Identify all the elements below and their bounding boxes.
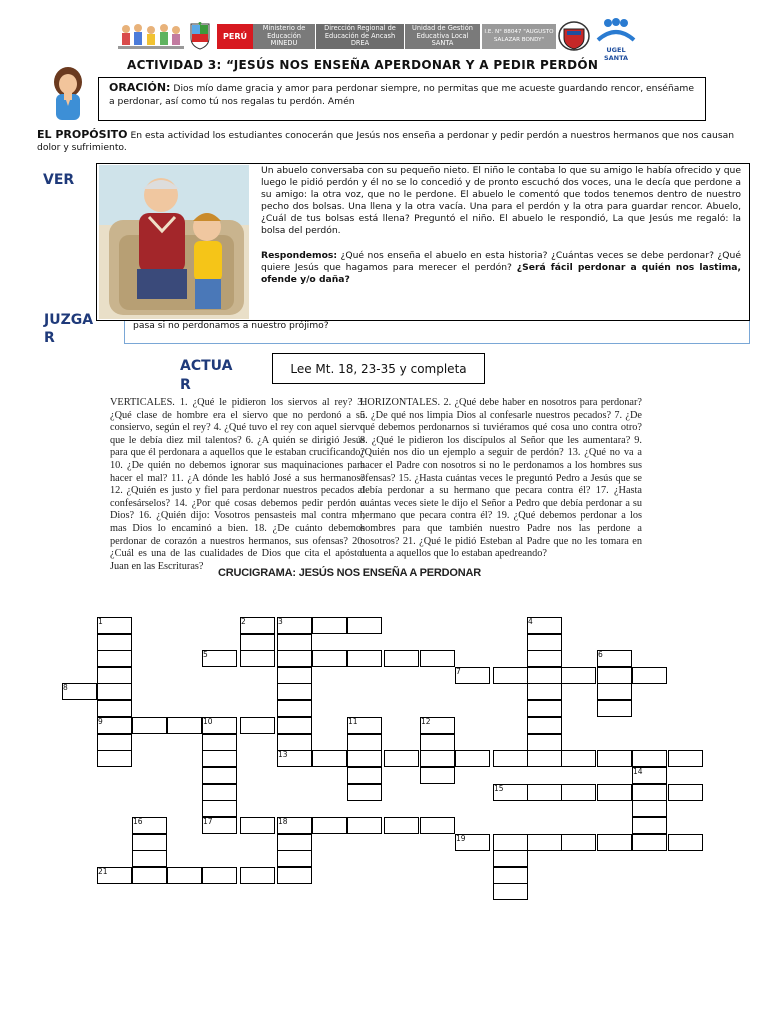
children-illustration <box>118 20 184 52</box>
questions <box>261 250 741 286</box>
minedu-label: Ministerio de Educación MINEDU <box>253 24 315 49</box>
respondemos-bold: ¿Será fácil perdonar a quién nos lastima, ofende y/o daña? <box>261 262 741 285</box>
crossword-cell[interactable] <box>202 784 237 801</box>
crossword-cell[interactable] <box>277 850 312 867</box>
crossword-cell[interactable] <box>132 867 167 884</box>
crossword-number: 19 <box>456 834 466 843</box>
crossword-number: 10 <box>203 717 213 726</box>
ugel-logo-text: UGEL SANTA <box>603 46 629 62</box>
crossword-cell[interactable] <box>384 817 419 834</box>
actuar-label: ACTUA R <box>180 358 233 393</box>
crossword-cell[interactable] <box>384 650 419 667</box>
peru-label: PERÚ <box>217 24 253 49</box>
crossword-number: 4 <box>528 617 533 626</box>
crossword-number: 13 <box>278 750 288 759</box>
ugel-logo <box>594 18 638 62</box>
crossword-cell[interactable] <box>240 634 275 651</box>
crossword-cell[interactable] <box>561 784 596 801</box>
crossword-cell[interactable] <box>420 734 455 751</box>
purpose-label: EL PROPÓSITO <box>37 128 128 141</box>
crossword-cell[interactable] <box>277 667 312 684</box>
crossword-cell[interactable] <box>493 750 528 767</box>
crossword-cell[interactable] <box>240 867 275 884</box>
respondemos-label: Respondemos: <box>261 250 338 261</box>
crossword-cell[interactable] <box>597 667 632 684</box>
crossword-cell[interactable] <box>347 650 382 667</box>
crossword-cell[interactable] <box>347 767 382 784</box>
crossword-number: 11 <box>348 717 358 726</box>
crossword-cell[interactable] <box>202 734 237 751</box>
crossword-cell[interactable] <box>527 734 562 751</box>
crossword-cell[interactable] <box>668 834 703 851</box>
crossword-cell[interactable] <box>420 817 455 834</box>
crossword-number: 9 <box>98 717 103 726</box>
crossword-cell[interactable] <box>527 717 562 734</box>
crossword-cell[interactable] <box>132 834 167 851</box>
crossword-cell[interactable] <box>202 800 237 817</box>
crossword-cell[interactable] <box>97 667 132 684</box>
crossword-cell[interactable] <box>632 784 667 801</box>
crossword-cell[interactable] <box>347 817 382 834</box>
crossword-number: 3 <box>278 617 283 626</box>
crossword-cell[interactable] <box>312 817 347 834</box>
crossword-cell[interactable] <box>493 850 528 867</box>
crossword-number: 21 <box>98 867 108 876</box>
crossword-cell[interactable] <box>527 650 562 667</box>
juzgar-box <box>124 320 750 344</box>
crossword-cell[interactable] <box>632 750 667 767</box>
ver-label: VER <box>43 172 75 188</box>
crossword-cell[interactable] <box>597 834 632 851</box>
crossword-cell[interactable] <box>347 750 382 767</box>
prayer-text: Dios mío dame gracia y amor para perdonar siempre, no permitas que me acueste guardando rencor, enséñame a perdonar, así como tú nos regalas tu perdón. Amén <box>109 83 695 107</box>
crossword-cell[interactable] <box>97 650 132 667</box>
crossword-cell[interactable] <box>597 700 632 717</box>
crossword-cell[interactable] <box>632 834 667 851</box>
crossword-cell[interactable] <box>347 617 382 634</box>
crossword-number: 7 <box>456 667 461 676</box>
crossword-cell[interactable] <box>493 834 528 851</box>
crossword-cell[interactable] <box>527 834 562 851</box>
activity-title: ACTIVIDAD 3: “JESÚS NOS ENSEÑA APERDONAR Y A PEDIR PERDÓN <box>127 58 599 72</box>
crossword-cell[interactable] <box>97 700 132 717</box>
grandfather-grandson-illustration <box>99 165 249 319</box>
crossword-cell[interactable] <box>597 750 632 767</box>
crossword-cell[interactable] <box>202 867 237 884</box>
vertical-clues: VERTICALES. 1. ¿Qué le pidieron los siervos al rey? 3. ¿Qué clase de hombre era el siervo que no perdonó a su consiervo, según el rey? 4. ¿Qué tuvo el rey con aquel siervo que le debía diez mil talentos? 6. ¿A quién se dirigió Jesús para que él perdonara a aquellos que le estaban crucificando? 10. ¿De quién no debemos ignorar sus maquinaciones para hacer el mal? 11. ¿A dónde les habló José a sus hermanos? 12. ¿Quién es justo y fiel para perdonar nuestros pecados al confesárselos? 14. ¿Por qué cosas debemos pedir perdón a Dios? 16. ¿Quién dijo: Vosotros pensasteis mal contra mí, mas Dios lo encaminó a bien. 18. ¿De cuánto debemos perdonar de corazón a nuestros hermanos, sus ofensas? 20. ¿Cuál es una de las cualidades de Dios que cita el apóstol Juan en las Escrituras? <box>110 397 365 572</box>
ugel-people-icon <box>594 18 638 42</box>
crossword-cell[interactable] <box>277 700 312 717</box>
horizontal-clues: HORIZONTALES. 2. ¿Qué debe haber en nosotros para perdonar? 5. ¿De qué nos limpia Dios al confesarle nuestros pecados? 7. ¿De qué debemos perdonarnos si tuviéramos qué cosa uno contra otro? 8. ¿Qué le pidieron los discípulos al Señor que les aumentara? 9. ¿Quién nos dio un ejemplo a seguir de perdón? 13. ¿Qué no va a hacer el Padre con nosotros si no le perdonamos a los hombres sus ofensas? 15. ¿Hasta cuántas veces le preguntó Pedro a Jesús que se debía perdonar a su hermano que pecara contra él? 17. ¿Hasta cuántas veces siete le dijo el Señor a Pedro que debía perdonar a su hermano que pecara contra él? 19. ¿Qué debemos perdonar a los hombres para que también nuestro Padre nos las perdone a nosotros? 21. ¿Qué le pidió Esteban al Padre que no les tomara en cuenta a aquellos que lo estaban apedreando? <box>360 397 642 560</box>
read-instruction-box <box>272 353 485 384</box>
school-label: I.E. N° 88047 "AUGUSTO SALAZAR BONDY" <box>482 24 556 49</box>
school-emblem-icon <box>558 21 590 51</box>
purpose-text: En esta actividad los estudiantes conocerán que Jesús nos enseña a perdonar y pedir perdón a nuestros hermanos que nos causan dolor y sufrimiento. <box>37 130 735 153</box>
crossword-cell[interactable] <box>561 834 596 851</box>
crossword-cell[interactable] <box>167 867 202 884</box>
crossword-cell[interactable] <box>455 750 490 767</box>
crossword-cell[interactable] <box>277 717 312 734</box>
crossword-cell[interactable] <box>240 717 275 734</box>
crossword-number: 2 <box>241 617 246 626</box>
prayer-label: ORACIÓN: <box>109 81 171 94</box>
crossword-cell[interactable] <box>527 634 562 651</box>
crossword-number: 1 <box>98 617 103 626</box>
crossword-cell[interactable] <box>420 650 455 667</box>
crossword-cell[interactable] <box>312 750 347 767</box>
respondemos-text: ¿Qué nos enseña el abuelo en esta historia? ¿Cuántas veces se debe perdonar? ¿Qué quiere Jesús que hagamos para merecer el perdón? <box>261 250 741 273</box>
crossword-number: 12 <box>421 717 431 726</box>
juzgar-label: JUZGA R <box>44 312 94 346</box>
crossword-title: CRUCIGRAMA: JESÚS NOS ENSEÑA A PERDONAR <box>218 567 481 579</box>
crossword-cell[interactable] <box>312 617 347 634</box>
crossword-cell[interactable] <box>668 784 703 801</box>
crossword-cell[interactable] <box>167 717 202 734</box>
crossword-cell[interactable] <box>597 683 632 700</box>
crossword-cell[interactable] <box>420 767 455 784</box>
crossword-cell[interactable] <box>632 800 667 817</box>
crossword-cell[interactable] <box>527 750 562 767</box>
crossword-cell[interactable] <box>312 650 347 667</box>
crossword-cell[interactable] <box>277 734 312 751</box>
crossword-cell[interactable] <box>527 683 562 700</box>
crossword-cell[interactable] <box>277 634 312 651</box>
crossword-cell[interactable] <box>97 634 132 651</box>
crossword-cell[interactable] <box>527 784 562 801</box>
prayer-box <box>98 77 706 121</box>
crossword-cell[interactable] <box>277 867 312 884</box>
read-instruction: Lee Mt. 18, 23-35 y completa <box>290 361 467 376</box>
crossword-cell[interactable] <box>240 817 275 834</box>
crossword-cell[interactable] <box>347 734 382 751</box>
crossword-cell[interactable] <box>97 683 132 700</box>
crossword-number: 17 <box>203 817 213 826</box>
crossword-number: 5 <box>203 650 208 659</box>
national-shield-icon <box>188 22 212 50</box>
crossword-cell[interactable] <box>277 683 312 700</box>
purpose <box>37 129 757 154</box>
crossword-cell[interactable] <box>347 784 382 801</box>
juzgar-text: pasa si no perdonamos a nuestro prójimo? <box>133 320 329 331</box>
crossword-cell[interactable] <box>527 700 562 717</box>
crossword-cell[interactable] <box>97 750 132 767</box>
crossword-clues <box>110 397 644 575</box>
crossword-cell[interactable] <box>384 750 419 767</box>
crossword-cell[interactable] <box>202 750 237 767</box>
crossword-number: 14 <box>633 767 643 776</box>
praying-girl-icon <box>42 64 94 122</box>
crossword-cell[interactable] <box>561 750 596 767</box>
crossword-cell[interactable] <box>277 650 312 667</box>
crossword-cell[interactable] <box>420 750 455 767</box>
crossword-number: 6 <box>598 650 603 659</box>
crossword-cell[interactable] <box>668 750 703 767</box>
crossword-number: 16 <box>133 817 143 826</box>
crossword-cell[interactable] <box>493 867 528 884</box>
crossword-cell[interactable] <box>493 667 528 684</box>
crossword-cell[interactable] <box>132 850 167 867</box>
crossword-cell[interactable] <box>277 834 312 851</box>
crossword-cell[interactable] <box>97 734 132 751</box>
ugel-unit-label: Unidad de Gestión Educativa Local SANTA <box>405 24 480 49</box>
crossword-cell[interactable] <box>493 883 528 900</box>
crossword-cell[interactable] <box>561 667 596 684</box>
crossword-cell[interactable] <box>632 817 667 834</box>
crossword-cell[interactable] <box>132 717 167 734</box>
crossword-number: 18 <box>278 817 288 826</box>
crossword-cell[interactable] <box>632 667 667 684</box>
drea-label: Dirección Regional de Educación de Ancash DREA <box>316 24 404 49</box>
story-text: Un abuelo conversaba con su pequeño nieto. El niño le contaba lo que su amigo le había ofrecido y que luego le pidió perdón y él no se lo concedió y de pronto escuchó dos voces, una le decía que perdone a su amigo: la otra voz, que no le perdone. El abuelo le comentó que todos tenemos dentro de nuestro pecho dos bolsas. Una llena y la otra vacía. Una para el perdón y la otra para guardar rencor. Abuelo, ¿Cuál de tus bolsas está llena? Preguntó el niño. El abuelo le respondió, La que Jesús me regaló: la bolsa del perdón. <box>261 165 741 236</box>
crossword-cell[interactable] <box>202 767 237 784</box>
crossword-number: 15 <box>494 784 504 793</box>
crossword-cell[interactable] <box>240 650 275 667</box>
crossword-number: 8 <box>63 683 68 692</box>
crossword-cell[interactable] <box>527 667 562 684</box>
crossword-cell[interactable] <box>597 784 632 801</box>
